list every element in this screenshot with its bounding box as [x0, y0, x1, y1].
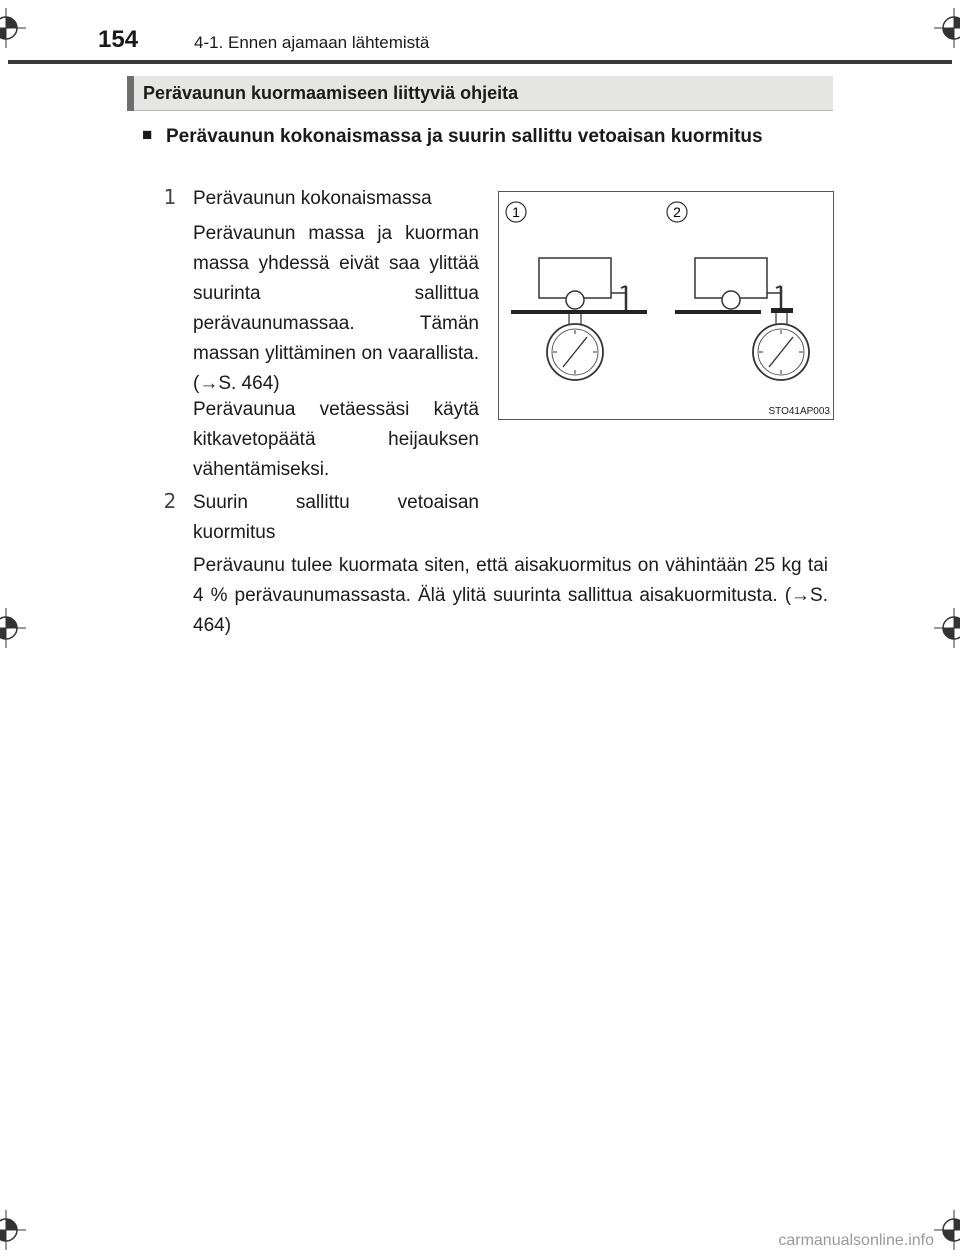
item-2-heading — [193, 488, 479, 548]
crosshair-mark-icon — [0, 608, 26, 648]
svg-text:2: 2 — [163, 489, 177, 513]
trailer-scale-illustration — [499, 192, 833, 419]
crosshair-mark-icon — [0, 1210, 26, 1250]
footer-watermark: carmanualsonline.info — [778, 1232, 934, 1249]
figure-code: STO41AP003 — [768, 406, 830, 417]
figure-label-1-icon — [506, 202, 526, 222]
bullet-square-icon: ■ — [142, 125, 153, 144]
section-heading-tab — [127, 76, 134, 111]
item-1-paragraph-1: Perävaunun massa ja kuorman massa yhdessä eivät saa ylittää suurinta sallittua perävaunumassaa. Tämän massan ylittäminen on vaarallista. (→S. 464) — [193, 223, 479, 394]
figure-label-2-icon — [667, 202, 687, 222]
crosshair-mark-icon — [0, 8, 26, 48]
item-number-2 — [157, 488, 183, 519]
svg-text:2: 2 — [673, 204, 681, 220]
item-number-1 — [157, 184, 183, 215]
item-2-heading-text: Suurin sallittu vetoaisan kuormitus — [193, 492, 479, 543]
page-number: 154 — [98, 26, 139, 53]
trailer-on-scale-icon — [511, 258, 647, 380]
circled-number-icon — [157, 184, 183, 210]
section-heading: Perävaunun kuormaamiseen liittyviä ohjeita — [143, 83, 519, 103]
crosshair-mark-icon — [934, 1210, 960, 1250]
circled-number-icon — [157, 488, 183, 514]
section-heading-bar — [127, 76, 833, 111]
item-1-paragraph-2: Perävaunua vetäessäsi käytä kitkavetopäätä heijauksen vähentämiseksi. — [193, 399, 479, 480]
trailer-weight-figure — [498, 191, 834, 420]
svg-text:1: 1 — [163, 185, 177, 209]
item-2-paragraph-1: Perävaunu tulee kuormata siten, että aisakuormitus on vähintään 25 kg tai 4 % perävaunumassasta. Älä ylitä suurinta sallittua aisakuormitusta. (→S. 464) — [193, 555, 828, 636]
header-rule — [8, 60, 952, 64]
drawbar-on-scale-icon — [675, 258, 809, 380]
crosshair-mark-icon — [934, 8, 960, 48]
svg-text:1: 1 — [512, 204, 520, 220]
chapter-title: 4-1. Ennen ajamaan lähtemistä — [194, 33, 430, 52]
subsection-heading: Perävaunun kokonaismassa ja suurin sallittu vetoaisan kuormitus — [166, 126, 763, 147]
crosshair-mark-icon — [934, 608, 960, 648]
item-1-heading: Perävaunun kokonaismassa — [193, 188, 432, 209]
